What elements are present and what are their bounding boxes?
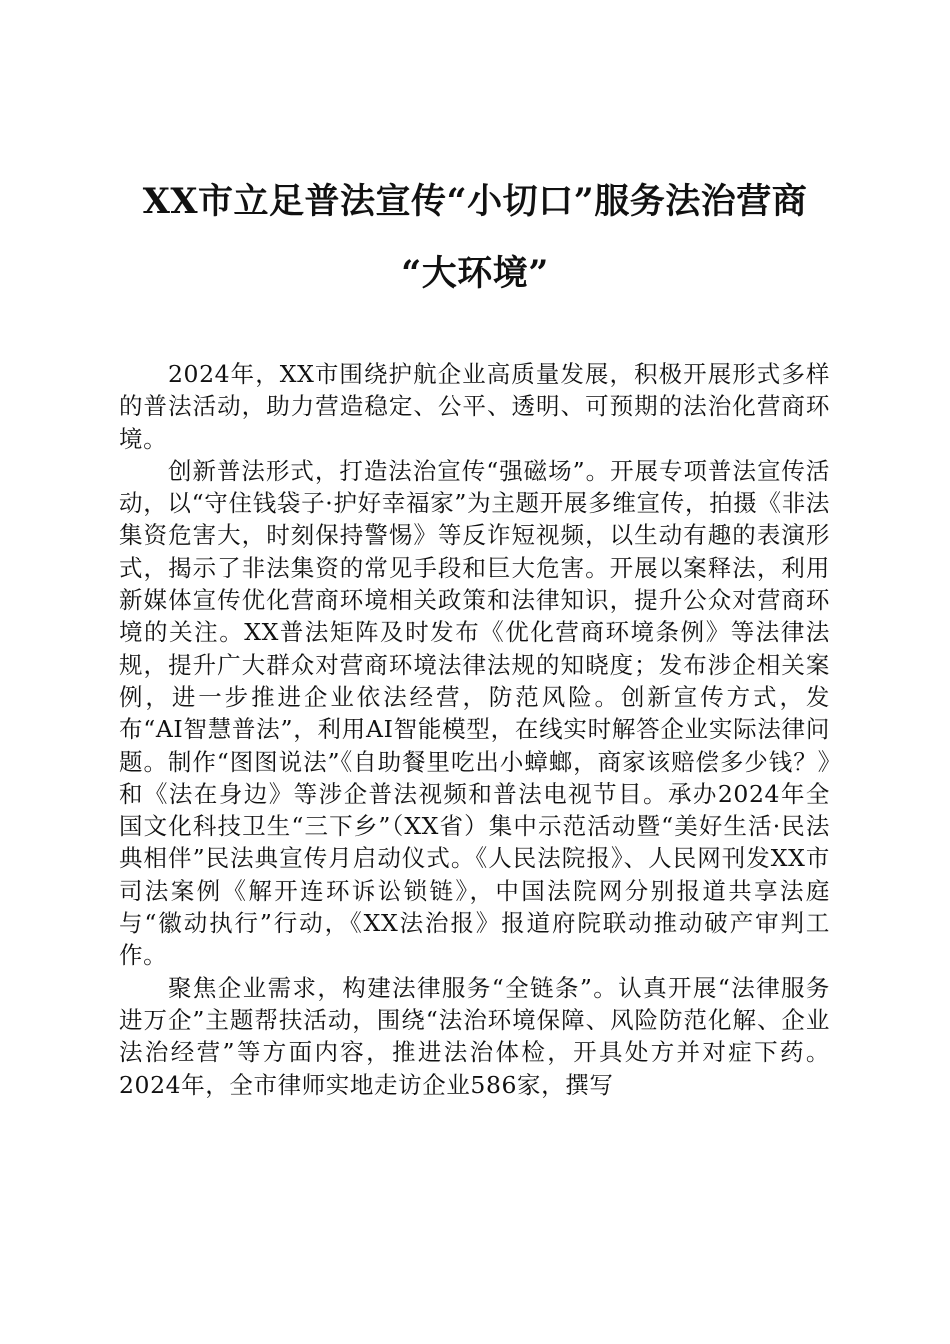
- document-title-line-2: “大环境”: [401, 253, 549, 294]
- document-body: [119, 358, 830, 1101]
- document-title-line-1: XX市立足普法宣传“小切口”服务法治营商: [142, 181, 808, 222]
- paragraph-innovation: 创新普法形式，打造法治宣传“强磁场”。开展专项普法宣传活动，以“守住钱袋子·护好幸福家”为主题开展多维宣传，拍摄《非法集资危害大，时刻保持警惕》等反诈短视频，以生动有趣的表演形式，揭示了非法集资的常见手段和巨大危害。开展以案释法，利用新媒体宣传优化营商环境相关政策和法律知识，提升公众对营商环境的关注。XX普法矩阵及时发布《优化营商环境条例》等法律法规，提升广大群众对营商环境法律法规的知晓度；发布涉企相关案例，进一步推进企业依法经营，防范风险。创新宣传方式，发布“AI智慧普法”，利用AI智能模型，在线实时解答企业实际法律问题。制作“图图说法”《自助餐里吃出小蟑螂，商家该赔偿多少钱？》和《法在身边》等涉企普法视频和普法电视节目。承办2024年全国文化科技卫生“三下乡”（XX省）集中示范活动暨“美好生活·民法典相伴”民法典宣传月启动仪式。《人民法院报》、人民网刊发XX市司法案例《解开连环诉讼锁链》，中国法院网分别报道共享法庭与“徽动执行”行动，《XX法治报》报道府院联动推动破产审判工作。: [119, 456, 830, 970]
- paragraph-enterprise-needs: 聚焦企业需求，构建法律服务“全链条”。认真开展“法律服务进万企”主题帮扶活动，围绕“法治环境保障、风险防范化解、企业法治经营”等方面内容，推进法治体检，开具处方并对症下药。2024年，全市律师实地走访企业586家，撰写: [119, 973, 830, 1099]
- paragraph-intro: 2024年，XX市围绕护航企业高质量发展，积极开展形式多样的普法活动，助力营造稳定、公平、透明、可预期的法治化营商环境。: [119, 360, 830, 453]
